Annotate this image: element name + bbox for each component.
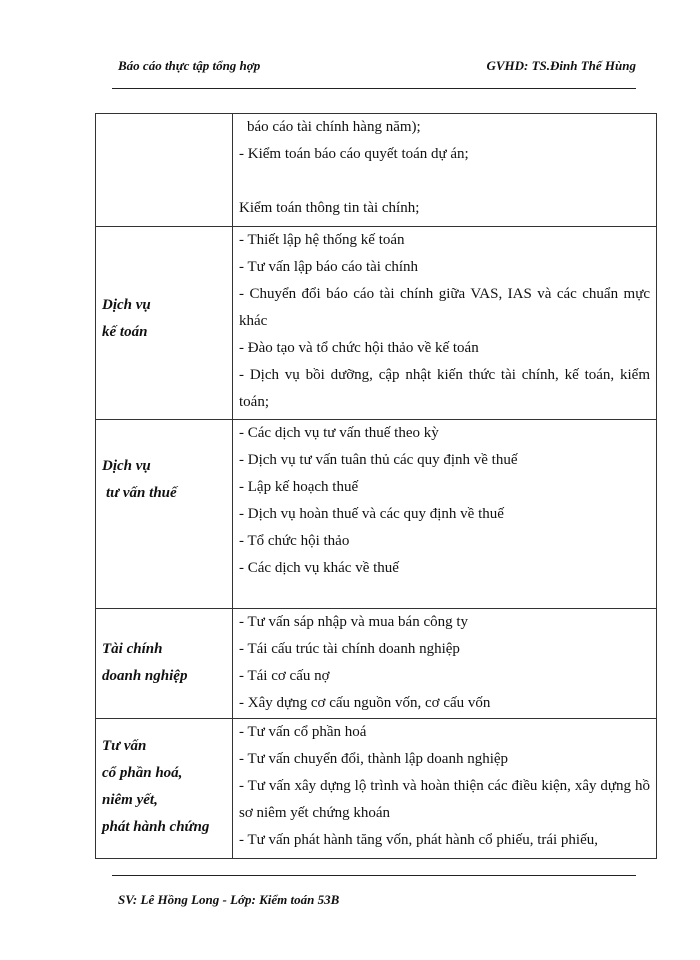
list-item: - Tư vấn cổ phần hoá <box>239 724 367 740</box>
list-item: - Kiểm toán báo cáo quyết toán dự án; <box>239 146 469 162</box>
list-item: - Tư vấn xây dựng lộ trình và hoàn thiện các điều kiện, xây dựng hồ sơ niêm yết chứng khoán <box>239 778 650 821</box>
list-item: - Các dịch vụ khác về thuế <box>239 560 399 576</box>
table-row <box>96 420 657 609</box>
list-item: - Tư vấn sáp nhập và mua bán công ty <box>239 614 469 630</box>
footer-rule <box>112 875 636 876</box>
category-label: Dịch vụ <box>102 297 151 313</box>
items-cell <box>233 609 657 719</box>
items-cell <box>233 719 657 859</box>
blank-line <box>233 168 656 195</box>
list-item: - Dịch vụ bồi dưỡng, cập nhật kiến thức tài chính, kế toán, kiểm toán; <box>239 367 650 410</box>
services-table <box>95 113 657 859</box>
list-item: - Chuyển đổi báo cáo tài chính giữa VAS, IAS và các chuẩn mực khác <box>239 286 650 329</box>
category-label: Dịch vụ <box>102 458 151 474</box>
category-label: Tư vấn <box>102 738 147 754</box>
list-item: Kiểm toán thông tin tài chính; <box>239 200 420 216</box>
category-label: kế toán <box>102 324 148 340</box>
list-item: - Dịch vụ hoàn thuế và các quy định về thuế <box>239 506 504 522</box>
category-cell <box>96 719 233 859</box>
table-row <box>96 719 657 859</box>
header-supervisor: GVHD: TS.Đinh Thế Hùng <box>486 58 636 73</box>
header-report-title: Báo cáo thực tập tổng hợp <box>118 58 261 73</box>
list-item: - Dịch vụ tư vấn tuân thủ các quy định về thuế <box>239 452 518 468</box>
category-cell <box>96 609 233 719</box>
footer-student-info: SV: Lê Hồng Long - Lớp: Kiểm toán 53B <box>118 892 340 907</box>
category-cell <box>96 114 233 227</box>
list-item: - Các dịch vụ tư vấn thuế theo kỳ <box>239 425 439 441</box>
category-label: niêm yết, <box>102 792 158 808</box>
table-row <box>96 227 657 420</box>
category-label: doanh nghiệp <box>102 668 188 684</box>
list-item: - Tư vấn lập báo cáo tài chính <box>239 259 419 275</box>
table-row <box>96 114 657 227</box>
category-label: tư vấn thuế <box>106 485 177 501</box>
category-cell <box>96 227 233 420</box>
list-item: - Lập kế hoạch thuế <box>239 479 359 495</box>
list-item: - Xây dựng cơ cấu nguồn vốn, cơ cấu vốn <box>239 695 491 711</box>
list-item: báo cáo tài chính hàng năm); <box>247 119 421 135</box>
category-cell <box>96 420 233 609</box>
table-row <box>96 609 657 719</box>
list-item: - Tái cơ cấu nợ <box>239 668 330 684</box>
category-label: cổ phần hoá, <box>102 765 183 781</box>
list-item: - Tái cấu trúc tài chính doanh nghiệp <box>239 641 460 657</box>
items-cell <box>233 227 657 420</box>
list-item: - Thiết lập hệ thống kế toán <box>239 232 405 248</box>
list-item: - Đào tạo và tổ chức hội thảo về kế toán <box>239 340 479 356</box>
category-label: phát hành chứng <box>102 819 210 835</box>
list-item: - Tư vấn phát hành tăng vốn, phát hành cổ phiếu, trái phiếu, <box>239 832 599 848</box>
header-rule <box>112 88 636 89</box>
category-label: Tài chính <box>102 641 163 657</box>
items-cell <box>233 420 657 609</box>
list-item: - Tư vấn chuyển đổi, thành lập doanh nghiệp <box>239 751 509 767</box>
items-cell <box>233 114 657 227</box>
list-item: - Tổ chức hội thảo <box>239 533 350 549</box>
